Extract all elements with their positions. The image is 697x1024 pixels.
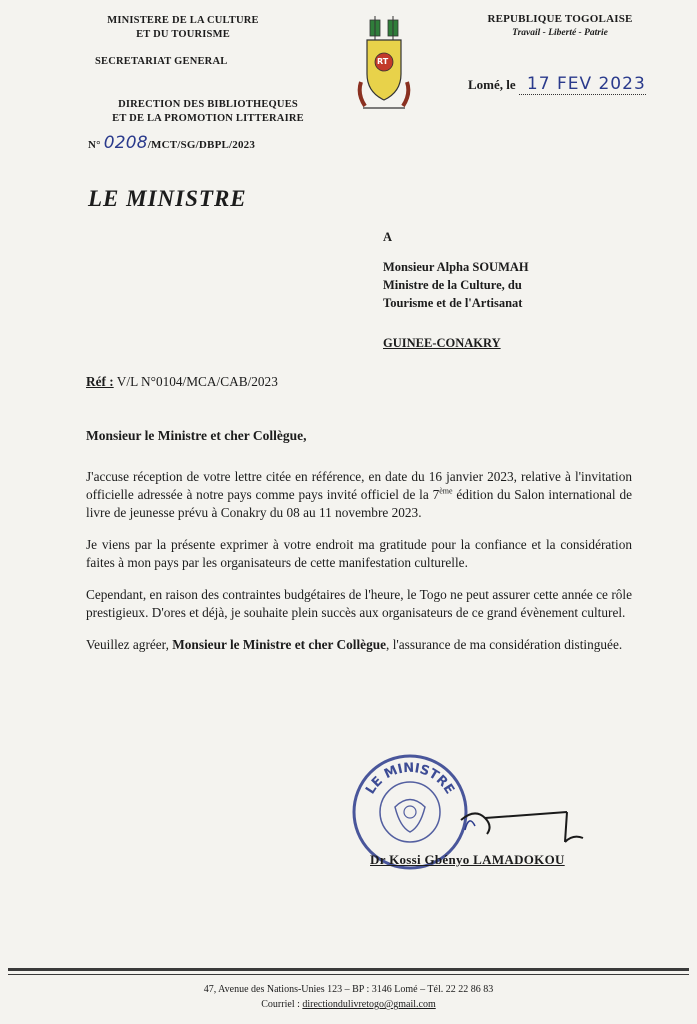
recipient-block	[383, 258, 529, 312]
reference-value: V/L N°0104/MCA/CAB/2023	[116, 374, 278, 389]
ref-handwritten-number: 0208	[103, 133, 148, 153]
place-label: Lomé, le	[468, 77, 516, 92]
footer-email-label: Courriel :	[261, 999, 300, 1010]
recipient-role-line2: Tourisme et de l'Artisanat	[383, 296, 523, 310]
sender-title: LE MINISTRE	[88, 186, 247, 211]
footer-email-line	[0, 999, 697, 1010]
footer-rule-thick	[8, 968, 689, 971]
reference-label: Réf :	[86, 374, 114, 389]
salutation: Monsieur le Ministre et cher Collègue,	[86, 428, 307, 443]
recipient-name: Monsieur Alpha SOUMAH	[383, 260, 529, 274]
stamp-text: LE MINISTRE	[363, 760, 457, 798]
paragraph-3: Cependant, en raison des contraintes budgétaires de l'heure, le Togo ne peut assurer cette année ce rôle prestigieux. D'ores et déjà, je souhaite plein succès aux organisateurs de ce grand évènement culturel.	[86, 587, 632, 620]
paragraph-1-part-b: édition du Salon international de livre de jeunesse prévu à Conakry du 08 au 11 novembre 2023.	[86, 487, 632, 520]
date-stamp: 17 FEV 2023	[519, 74, 646, 95]
letter-reference-number	[88, 133, 256, 153]
footer-rule-thin	[8, 974, 689, 975]
letter-body	[86, 468, 632, 654]
secretariat-label: SECRETARIAT GENERAL	[95, 56, 228, 67]
emblem-text: RT	[377, 57, 389, 66]
paragraph-1	[86, 468, 632, 522]
paragraph-4-bold: Monsieur le Ministre et cher Collègue	[172, 637, 387, 652]
ref-prefix: N°	[88, 139, 101, 151]
place-date-line	[468, 74, 646, 94]
footer-address: 47, Avenue des Nations-Unies 123 – BP : 3146 Lomé – Tél. 22 22 86 83	[203, 984, 494, 995]
footer-email-link[interactable]: directiondulivretogo@gmail.com	[302, 999, 436, 1010]
paragraph-1-part-a: J'accuse réception de votre lettre citée en référence, en date du 16 janvier 2023, relative à l'invitation officielle adressée à notre pays comme pays invité officiel de la 7	[86, 469, 632, 502]
paragraph-1-superscript: ème	[439, 486, 453, 496]
paragraph-4-part-a: Veuillez agréer,	[86, 637, 173, 652]
paragraph-4-part-c: , l'assurance de ma considération distinguée.	[386, 637, 623, 652]
recipient-role-line1: Ministre de la Culture, du	[383, 278, 522, 292]
coat-of-arms-icon	[353, 12, 415, 112]
ref-suffix: /MCT/SG/DBPL/2023	[147, 139, 256, 151]
recipient-to: A	[383, 230, 393, 244]
direction-line2: ET DE LA PROMOTION LITTERAIRE	[112, 113, 304, 124]
direction-line1: DIRECTION DES BIBLIOTHEQUES	[118, 99, 298, 110]
handwritten-signature-icon	[455, 790, 595, 850]
national-motto: Travail - Liberté - Patrie	[512, 28, 608, 38]
direction-header	[78, 98, 338, 126]
recipient-country: GUINEE-CONAKRY	[383, 336, 501, 350]
ministry-line1: MINISTERE DE LA CULTURE	[107, 15, 259, 26]
reference-line	[86, 374, 278, 390]
paragraph-4	[86, 636, 632, 654]
signatory-name: Dr Kossi Gbényo LAMADOKOU	[370, 852, 565, 867]
ministry-line2: ET DU TOURISME	[136, 29, 230, 40]
republic-header: REPUBLIQUE TOGOLAISE	[487, 13, 633, 25]
ministry-header	[78, 14, 288, 42]
paragraph-2: Je viens par la présente exprimer à votre endroit ma gratitude pour la confiance et la considération faites à mon pays par les organisateurs de cette manifestation culturelle.	[86, 537, 632, 570]
